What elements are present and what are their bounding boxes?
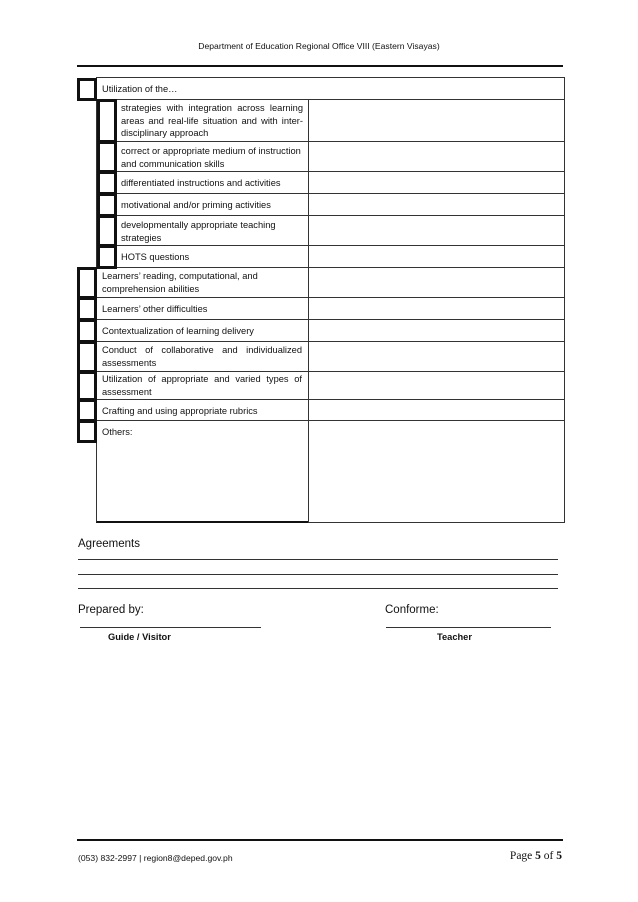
checkbox[interactable] bbox=[97, 215, 117, 247]
table-cell-right bbox=[308, 267, 565, 298]
table-cell-right bbox=[308, 297, 565, 320]
main-item-label: Learners’ other difficulties bbox=[102, 304, 208, 314]
checkbox[interactable] bbox=[77, 319, 97, 343]
sub-item-label: motivational and/or priming activities bbox=[121, 200, 271, 210]
checkbox[interactable] bbox=[77, 297, 97, 321]
checkbox[interactable] bbox=[77, 420, 97, 443]
main-item-label: Conduct of collaborative and individualized assessments bbox=[102, 345, 302, 368]
table-cell-right bbox=[308, 171, 565, 194]
table-cell-right bbox=[308, 371, 565, 400]
checkbox[interactable] bbox=[97, 99, 117, 143]
main-item-label: Contextualization of learning delivery bbox=[102, 326, 254, 336]
agreements-line[interactable] bbox=[78, 588, 558, 589]
page-total: 5 bbox=[556, 850, 562, 862]
prepared-by-label: Prepared by: bbox=[78, 604, 144, 616]
table-cell-right bbox=[308, 341, 565, 372]
conforme-label: Conforme: bbox=[385, 604, 439, 616]
table-cell-right bbox=[308, 319, 565, 342]
sub-item-label: HOTS questions bbox=[121, 252, 190, 262]
agreements-line[interactable] bbox=[78, 559, 558, 560]
table-cell-right bbox=[308, 99, 565, 142]
guide-signature-line[interactable] bbox=[80, 627, 261, 628]
agreements-label: Agreements bbox=[78, 538, 141, 550]
checkbox[interactable] bbox=[77, 399, 97, 422]
main-item-label: Others: bbox=[102, 427, 133, 437]
page-of: of bbox=[543, 850, 554, 862]
main-item-label: Learners’ reading, computational, and comprehension abilities bbox=[102, 271, 258, 294]
sub-item-label: developmentally appropriate teaching strategies bbox=[121, 220, 276, 243]
table-cell-right bbox=[308, 141, 565, 172]
page-word: Page bbox=[509, 850, 533, 862]
utilization-heading: Utilization of the… bbox=[102, 84, 178, 94]
checkbox[interactable] bbox=[97, 141, 117, 173]
footer-contact: (053) 832-2997 | region8@deped.gov.ph bbox=[78, 853, 233, 863]
agreements-line[interactable] bbox=[78, 574, 558, 575]
checkbox[interactable] bbox=[97, 171, 117, 195]
table-cell-right bbox=[308, 245, 565, 268]
footer-rule bbox=[77, 839, 563, 841]
sub-item-label: correct or appropriate medium of instruction and communication skills bbox=[121, 146, 301, 169]
sub-item-label: differentiated instructions and activities bbox=[121, 178, 281, 188]
table-cell-right bbox=[308, 193, 565, 216]
sub-item-label: strategies with integration across learning areas and real-life situation and with inter-disciplinary approach bbox=[121, 103, 303, 138]
teacher-label: Teacher bbox=[437, 632, 472, 642]
main-item-label: Utilization of appropriate and varied types of assessment bbox=[102, 374, 302, 397]
checkbox[interactable] bbox=[97, 245, 117, 269]
table-cell-right bbox=[308, 215, 565, 246]
checkbox[interactable] bbox=[77, 78, 97, 101]
guide-visitor-label: Guide / Visitor bbox=[108, 632, 171, 642]
document-header: Department of Education Regional Office VIII (Eastern Visayas) bbox=[198, 41, 440, 51]
checkbox[interactable] bbox=[77, 267, 97, 299]
checkbox[interactable] bbox=[97, 193, 117, 217]
page-number bbox=[480, 850, 562, 862]
teacher-signature-line[interactable] bbox=[386, 627, 551, 628]
header-rule bbox=[77, 65, 563, 67]
main-item-label: Crafting and using appropriate rubrics bbox=[102, 406, 258, 416]
checkbox[interactable] bbox=[77, 341, 97, 373]
table-cell-right bbox=[308, 399, 565, 421]
checkbox[interactable] bbox=[77, 371, 97, 401]
page-current: 5 bbox=[535, 850, 541, 862]
table-cell-right bbox=[308, 420, 565, 523]
